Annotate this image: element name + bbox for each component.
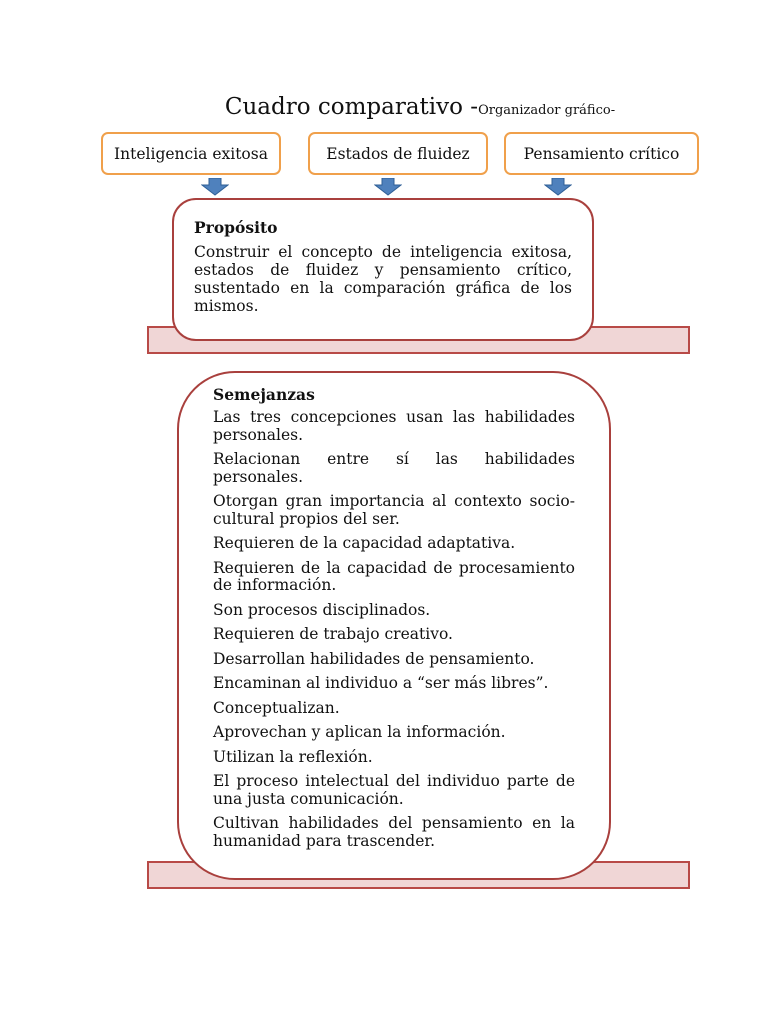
concept-label: Estados de fluidez bbox=[326, 144, 470, 163]
proposito-text: Construir el concepto de inteligencia exitosa, estados de fluidez y pensamiento crítico, sustentado en la comparación gráfica de los mismos. bbox=[194, 243, 572, 315]
semejanzas-box bbox=[177, 371, 611, 880]
arrow-down-icon bbox=[201, 178, 229, 196]
list-item: Conceptualizan. bbox=[213, 698, 340, 717]
list-item: Cultivan habilidades del pensamiento en la humanidad para trascender. bbox=[213, 814, 575, 850]
concept-label: Inteligencia exitosa bbox=[114, 144, 268, 163]
concept-box-pensamiento bbox=[504, 132, 699, 175]
concept-label: Pensamiento crítico bbox=[523, 144, 680, 163]
title-main: Cuadro comparativo - bbox=[224, 94, 479, 120]
list-item: Relacionan entre sí las habilidades personales. bbox=[213, 450, 575, 486]
list-item: Encaminan al individuo a “ser más libres”. bbox=[213, 674, 549, 692]
list-item: Requieren de la capacidad adaptativa. bbox=[213, 534, 516, 552]
list-item: Las tres concepciones usan las habilidades personales. bbox=[213, 408, 575, 444]
semejanzas-heading: Semejanzas bbox=[213, 385, 315, 404]
title-subtitle: Organizador gráfico- bbox=[478, 103, 616, 118]
arrow-down-icon bbox=[544, 178, 572, 196]
concept-box-fluidez bbox=[308, 132, 488, 175]
list-item: Aprovechan y aplican la información. bbox=[213, 723, 506, 741]
list-item: Son procesos disciplinados. bbox=[213, 600, 431, 619]
proposito-box bbox=[172, 198, 594, 341]
list-item: Utilizan la reflexión. bbox=[213, 747, 373, 766]
list-item: Requieren de la capacidad de procesamiento de información. bbox=[213, 558, 575, 594]
concept-box-inteligencia bbox=[101, 132, 281, 175]
page-title bbox=[0, 94, 768, 120]
list-item: Otorgan gran importancia al contexto socio-cultural propios del ser. bbox=[213, 492, 575, 528]
arrow-down-icon bbox=[374, 178, 402, 196]
proposito-heading: Propósito bbox=[194, 218, 278, 237]
list-item: Desarrollan habilidades de pensamiento. bbox=[213, 649, 535, 668]
list-item: El proceso intelectual del individuo parte de una justa comunicación. bbox=[213, 772, 575, 808]
list-item: Requieren de trabajo creativo. bbox=[213, 625, 453, 643]
